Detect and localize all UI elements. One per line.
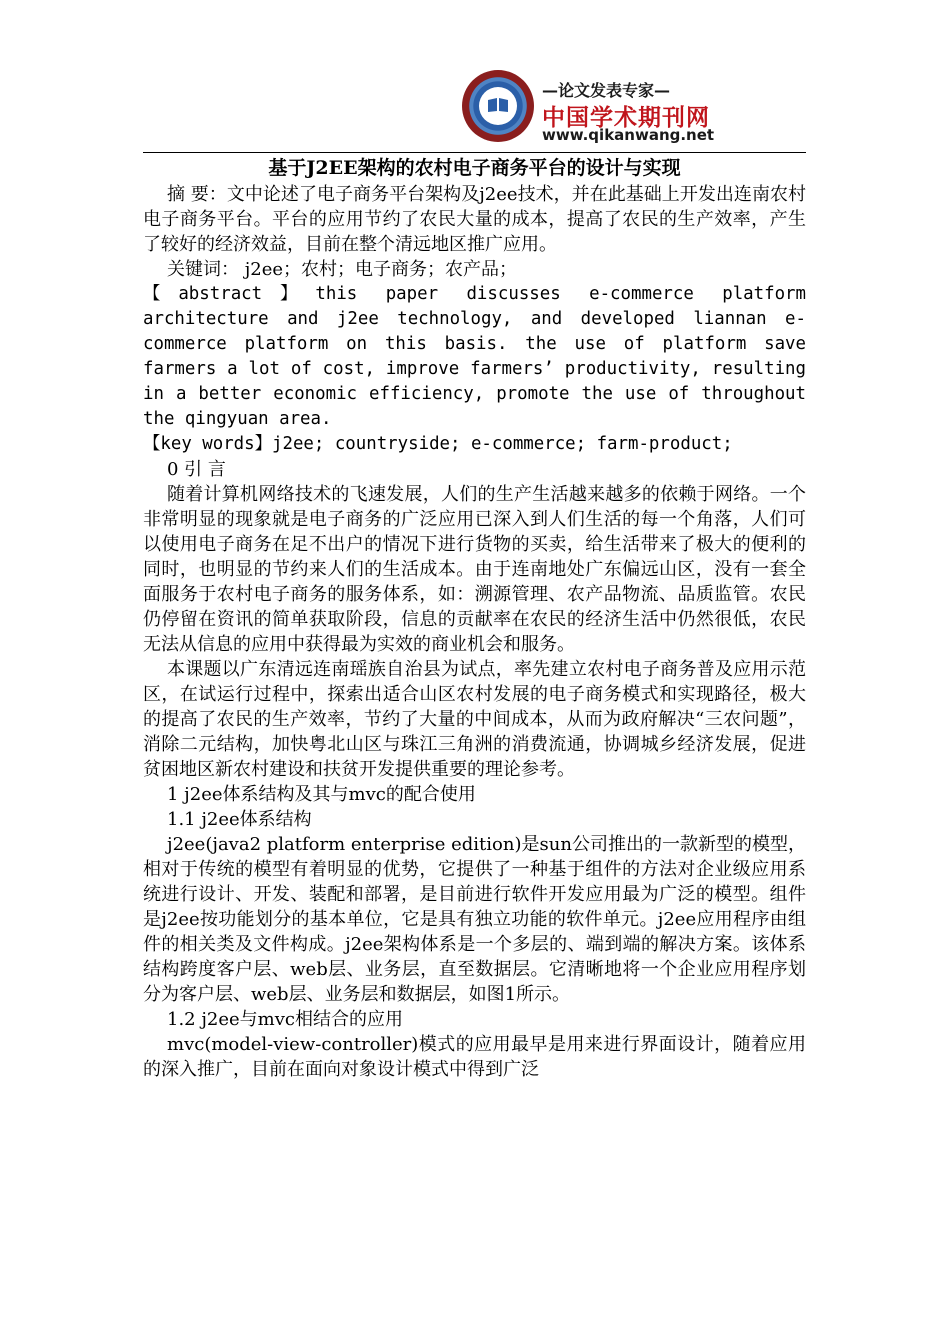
- article-body: [143, 154, 806, 1082]
- intro-paragraph-1: 随着计算机网络技术的飞速发展，人们的生产生活越来越多的依赖于网络。一个非常明显的现象就是电子商务的广泛应用已深入到人们生活的每一个角落，人们可以使用电子商务在足不出户的情况下进行货物的买卖，给生活带来了极大的便利的同时，也明显的节约来人们的生活成本。由于连南地处广东偏远山区，没有一套全面服务于农村电子商务的服务体系，如：溯源管理、农产品物流、品质监管。农民仍停留在资讯的简单获取阶段，信息的贡献率在农民的经济生活中仍然很低，农民无法从信息的应用中获得最为实效的商业机会和服务。: [143, 484, 806, 655]
- article-title: 基于J2EE架构的农村电子商务平台的设计与实现: [268, 157, 681, 179]
- abstract-english: 【abstract】this paper discusses e-commerce platform architecture and j2ee technology, and developed liannan e-commerce platform on this basis. the use of platform save farmers a lot of cost, improve farmers’ productivity, resulting in a better economic efficiency, promote the use of throughout the qingyuan area.: [143, 284, 806, 429]
- logo-name: 中国学术期刊网: [542, 105, 710, 131]
- keywords-chinese: 关键词： j2ee；农村；电子商务；农产品；: [167, 259, 518, 280]
- qikanwang-logo: [462, 70, 715, 150]
- abstract-chinese: 摘 要：文中论述了电子商务平台架构及j2ee技术，并在此基础上开发出连南农村电子商务平台。平台的应用节约了农民大量的成本，提高了农民的生产效率，产生了较好的经济效益，目前在整个清远地区推广应用。: [143, 184, 806, 255]
- logo-url: www.qikanwang.net: [542, 126, 715, 144]
- section-1-1-paragraph: j2ee(java2 platform enterprise edition)是sun公司推出的一款新型的模型，相对于传统的模型有着明显的优势，它提供了一种基于组件的方法对企业级应用系统进行设计、开发、装配和部署，是目前进行软件开发应用最为广泛的模型。组件是j2ee按功能划分的基本单位，它是具有独立功能的软件单元。j2ee应用程序由组件的相关类及文件构成。j2ee架构体系是一个多层的、端到端的解决方案。该体系结构跨度客户层、web层、业务层，直至数据层。它清晰地将一个企业应用程序划分为客户层、web层、业务层和数据层，如图1所示。: [143, 834, 806, 1005]
- section-1-heading: 1 j2ee体系结构及其与mvc的配合使用: [167, 784, 476, 805]
- section-1-2-paragraph: mvc(model-view-controller)模式的应用最早是用来进行界面设计，随着应用的深入推广，目前在面向对象设计模式中得到广泛: [143, 1034, 806, 1080]
- logo-seal-icon: [462, 70, 534, 142]
- header-divider: [143, 152, 806, 153]
- book-icon: [487, 97, 509, 113]
- intro-paragraph-2: 本课题以广东清远连南瑶族自治县为试点，率先建立农村电子商务普及应用示范区，在试运行过程中，探索出适合山区农村发展的电子商务模式和实现路径，极大的提高了农民的生产效率，节约了大量的中间成本，从而为政府解决“三农问题”，消除二元结构，加快粤北山区与珠江三角洲的消费流通，协调城乡经济发展，促进贫困地区新农村建设和扶贫开发提供重要的理论参考。: [143, 659, 806, 780]
- section-0-heading: 0 引 言: [167, 459, 226, 480]
- keywords-english: 【key words】j2ee; countryside; e-commerce; farm-product;: [143, 434, 733, 454]
- section-1-1-heading: 1.1 j2ee体系结构: [167, 809, 312, 830]
- section-1-2-heading: 1.2 j2ee与mvc相结合的应用: [167, 1009, 404, 1030]
- logo-tagline: —论文发表专家—: [542, 81, 671, 100]
